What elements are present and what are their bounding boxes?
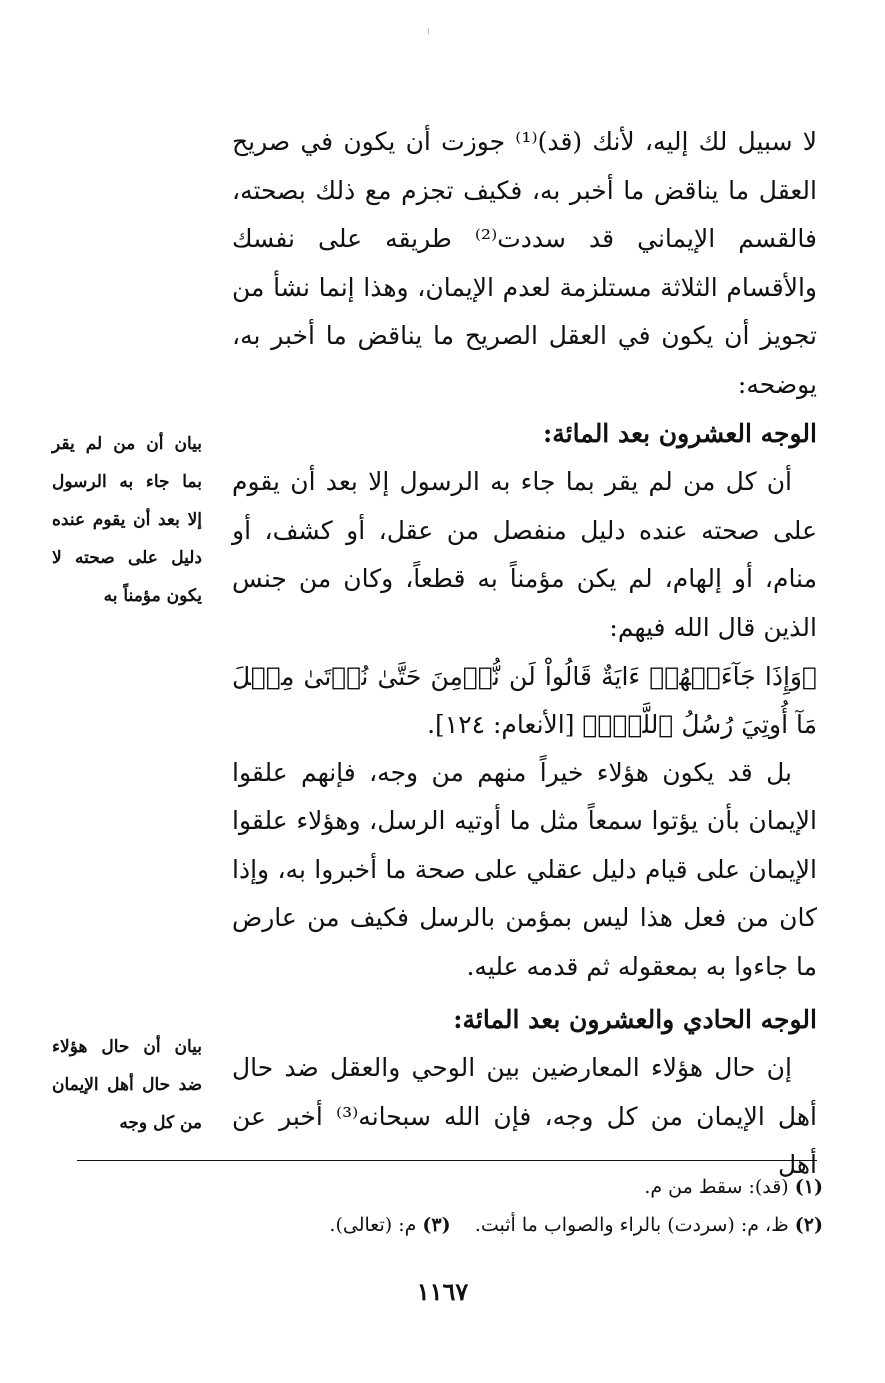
section-heading-121: الوجه الحادي والعشرون بعد المائة: [453,1004,817,1034]
margin-note-2: بيان أن حال هؤلاء ضد حال أهل الإيمان من كل وجه [52,1037,202,1133]
page-number: ١١٦٧ [416,1277,469,1306]
footnote-2-text: ظ، م: (سردت) بالراء والصواب ما أثبت. [474,1214,789,1236]
footnotes [83,1168,823,1244]
quran-verse-block [232,653,817,749]
paragraph-2: أن كل من لم يقر بما جاء به الرسول إلا بعد أن يقوم على صحته عنده دليل منفصل من عقل، أو كشف، أو منام، أو إلهام، لم يكن مؤمناً به قطعاً، وكان من جنس الذين قال الله فيهم: [232,467,817,642]
verse-reference: [الأنعام: ١٢٤]. [427,709,575,739]
paragraph-3: بل قد يكون هؤلاء خيراً منهم من وجه، فإنهم علقوا الإيمان بأن يؤتوا سمعاً مثل ما أوتيه الرسل، وهؤلاء علقوا الإيمان على قيام دليل عقلي على صحة ما أخبروا به، وإذا كان من فعل هذا ليس بمؤمن بالرسل فكيف من عارض ما جاءوا به بمعقوله ثم قدمه عليه. [232,757,817,981]
footnote-2-3 [83,1206,823,1244]
main-text-column [232,118,817,1190]
footnote-2-number: (٢) [794,1214,823,1236]
footnote-1-number: (١) [794,1176,823,1198]
footnote-3-number: (٣) [422,1214,451,1236]
section-heading-120: الوجه العشرون بعد المائة: [543,418,817,448]
footnote-1 [83,1168,823,1206]
footnote-3-text: م: (تعالى). [329,1214,417,1236]
paragraph-4: إن حال هؤلاء المعارضين بين الوحي والعقل ضد حال أهل الإيمان من كل وجه، فإن الله سبحانه⁽³⁾ أخبر عن أهل [232,1053,817,1180]
top-mark [428,28,429,34]
paragraph-1: لا سبيل لك إليه، لأنك (قد)⁽¹⁾ جوزت أن يكون في صريح العقل ما يناقض ما أخبر به، فكيف تجزم مع ذلك بصحته، فالقسم الإيماني قد سددت⁽²⁾ طريقه على نفسك والأقسام الثلاثة مستلزمة لعدم الإيمان، وهذا إنما نشأ من تجويز أن يكون في العقل الصريح ما يناقض ما أخبر به، يوضحه: [232,127,817,399]
margin-note-1: بيان أن من لم يقر بما جاء به الرسول إلا بعد أن يقوم عنده دليل على صحته لا يكون مؤمناً به [52,434,202,606]
footnote-divider [77,1160,817,1161]
footnote-1-text: (قد): سقط من م. [644,1176,789,1198]
quran-verse: ﴿وَإِذَا جَآءَتۡهُمۡ ءَايَةٌ قَالُواْ لَن نُّؤۡمِنَ حَتَّىٰ نُؤۡتَىٰ مِثۡلَ مَآ أُوتِيَ رُسُلُ ٱللَّهِۘ﴾ [232,661,817,739]
